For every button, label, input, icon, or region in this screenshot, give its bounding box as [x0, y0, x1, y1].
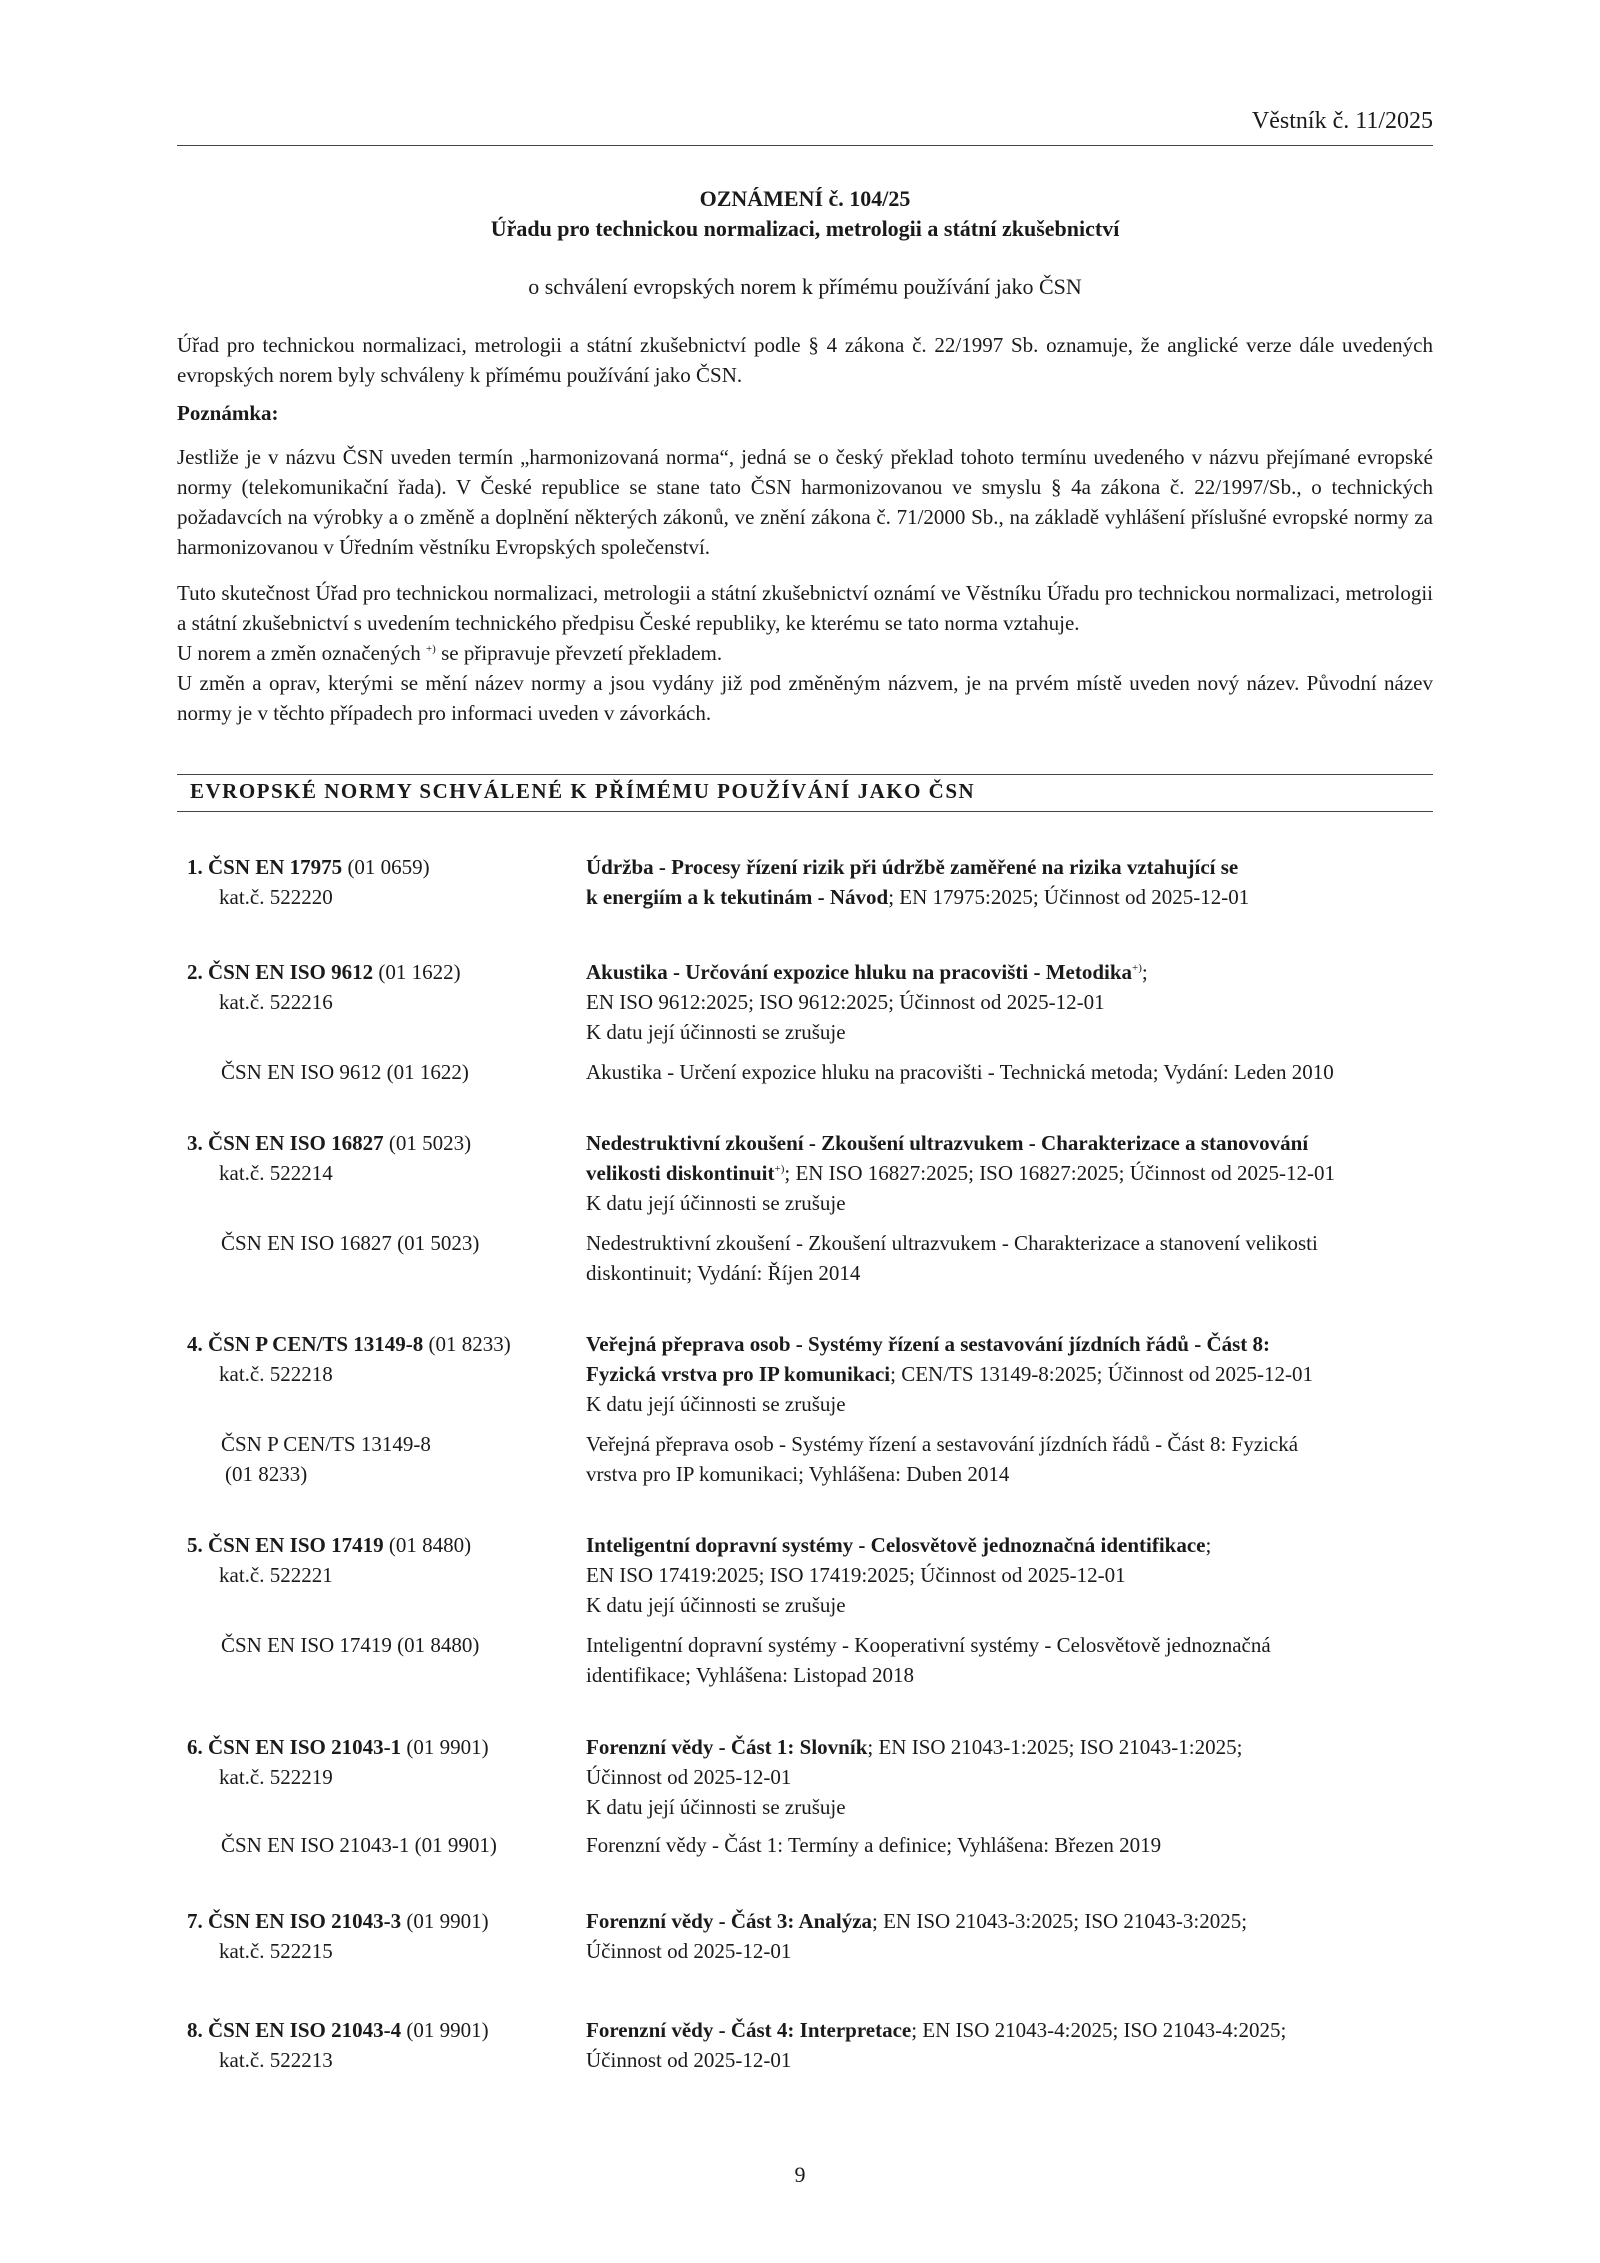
entry-effective-date: Účinnost od 2025-12-01 — [586, 1765, 792, 1789]
norm-entry-6 — [177, 1732, 1433, 1862]
replaced-norm-code-line-2: (01 8233) — [225, 1462, 308, 1486]
translation-mark: +) — [1132, 962, 1142, 974]
norm-entry-1 — [177, 852, 1433, 912]
entry-class: (01 5023) — [388, 1131, 472, 1155]
paragraph-renamed-norms: U změn a oprav, kterými se mění název normy a jsou vydány již pod změněným názvem, je na prvém místě uveden nový název. Původní název normy je v těchto případech pro informaci uveden v závorkách. — [177, 671, 1433, 725]
entry-cancel-note: K datu její účinnosti se zrušuje — [586, 1020, 846, 1044]
entry-cancel-note: K datu její účinnosti se zrušuje — [586, 1593, 846, 1617]
para3-after: se připravuje převzetí překladem. — [441, 641, 723, 665]
announcement-number: OZNÁMENÍ č. 104/25 — [699, 186, 911, 211]
entry-index: 6. — [187, 1735, 203, 1759]
section-title: EVROPSKÉ NORMY SCHVÁLENÉ K PŘÍMÉMU POUŽÍVÁNÍ JAKO ČSN — [190, 779, 976, 803]
entry-details: ; EN ISO 16827:2025; ISO 16827:2025; Účinnost od 2025-12-01 — [784, 1161, 1336, 1185]
translation-mark: +) — [774, 1163, 785, 1175]
replaced-norm-title-line-2: vrstva pro IP komunikaci; Vyhlášena: Duben 2014 — [586, 1462, 1010, 1486]
entry-catalog-number: kat.č. 522215 — [219, 1939, 333, 1963]
note-label: Poznámka: — [177, 401, 279, 425]
entry-effective-date: Účinnost od 2025-12-01 — [586, 1939, 792, 1963]
entry-code: ČSN EN ISO 16827 — [208, 1131, 384, 1155]
bulletin-header: Věstník č. 11/2025 — [177, 108, 1433, 146]
entry-catalog-number: kat.č. 522218 — [219, 1362, 333, 1386]
replaced-norm-title: Forenzní vědy - Část 1: Termíny a definice; Vyhlášena: Březen 2019 — [586, 1833, 1162, 1857]
replaced-norm-title-line-1: Inteligentní dopravní systémy - Kooperativní systémy - Celosvětově jednoznačná — [586, 1633, 1271, 1657]
entry-title: Forenzní vědy - Část 1: Slovník — [586, 1735, 868, 1759]
replaced-norm-code: ČSN EN ISO 16827 (01 5023) — [221, 1231, 480, 1255]
entry-effective-date: Účinnost od 2025-12-01 — [586, 2048, 792, 2072]
translation-mark: +) — [425, 643, 436, 655]
entry-punct: ; — [1205, 1533, 1212, 1557]
entry-index: 3. — [187, 1131, 203, 1155]
entry-title-line-1: Nedestruktivní zkoušení - Zkoušení ultrazvukem - Charakterizace a stanovování — [586, 1131, 1309, 1155]
entry-details: ; EN ISO 21043-4:2025; ISO 21043-4:2025; — [911, 2018, 1287, 2042]
intro-paragraph: Úřad pro technickou normalizaci, metrologii a státní zkušebnictví podle § 4 zákona č. 22/1997 Sb. oznamuje, že anglické verze dále uvedených evropských norem byly schváleny k přímému používání jako ČSN. — [177, 333, 1433, 387]
entry-index: 8. — [187, 2018, 203, 2042]
entry-details: EN ISO 17419:2025; ISO 17419:2025; Účinnost od 2025-12-01 — [586, 1563, 1126, 1587]
entry-class: (01 9901) — [406, 1909, 489, 1933]
replaced-norm-title: Akustika - Určení expozice hluku na pracovišti - Technická metoda; Vydání: Leden 2010 — [586, 1060, 1334, 1084]
entry-details: EN ISO 9612:2025; ISO 9612:2025; Účinnost od 2025-12-01 — [586, 990, 1105, 1014]
replaced-norm-title-line-1: Veřejná přeprava osob - Systémy řízení a sestavování jízdních řádů - Část 8: Fyzická — [586, 1432, 1299, 1456]
entry-punct: ; — [1141, 960, 1148, 984]
entry-code: ČSN EN ISO 21043-4 — [208, 2018, 402, 2042]
entry-title: Forenzní vědy - Část 4: Interpretace — [586, 2018, 912, 2042]
norm-entry-5 — [177, 1530, 1433, 1690]
entry-code: ČSN EN ISO 21043-3 — [208, 1909, 402, 1933]
entry-title: Inteligentní dopravní systémy - Celosvětově jednoznačná identifikace — [586, 1533, 1206, 1557]
entry-cancel-note: K datu její účinnosti se zrušuje — [586, 1191, 846, 1215]
norm-entry-2 — [177, 957, 1433, 1087]
entry-class: (01 0659) — [347, 855, 430, 879]
entry-details: ; CEN/TS 13149-8:2025; Účinnost od 2025-12-01 — [890, 1362, 1314, 1386]
entry-details: ; EN 17975:2025; Účinnost od 2025-12-01 — [888, 885, 1250, 909]
norm-entry-3 — [177, 1128, 1433, 1288]
replaced-norm-code: ČSN EN ISO 21043-1 (01 9901) — [221, 1833, 497, 1857]
paragraph-bulletin-notice: Tuto skutečnost Úřad pro technickou normalizaci, metrologii a státní zkušebnictví oznámí ve Věstníku Úřadu pro technickou normalizaci, metrologii a státní zkušebnictví s uvedením technického předpisu České republiky, ke kterému se tato norma vztahuje. — [177, 581, 1433, 635]
entry-code: ČSN P CEN/TS 13149-8 — [208, 1332, 424, 1356]
entry-catalog-number: kat.č. 522221 — [219, 1563, 333, 1587]
entry-title-line-2: k energiím a k tekutinám - Návod — [586, 885, 889, 909]
norm-entry-4 — [177, 1329, 1433, 1489]
announcement-subject: o schválení evropských norem k přímému používání jako ČSN — [528, 274, 1082, 299]
entry-class: (01 9901) — [406, 1735, 489, 1759]
paragraph-translation-mark — [177, 638, 1433, 668]
entry-details: ; EN ISO 21043-1:2025; ISO 21043-1:2025; — [867, 1735, 1243, 1759]
entry-cancel-note: K datu její účinnosti se zrušuje — [586, 1392, 846, 1416]
announcement-office: Úřadu pro technickou normalizaci, metrologii a státní zkušebnictví — [490, 216, 1120, 241]
norm-entry-8 — [177, 2015, 1433, 2075]
entry-index: 1. — [187, 855, 203, 879]
entry-class: (01 8480) — [388, 1533, 472, 1557]
entry-code: ČSN EN 17975 — [208, 855, 343, 879]
norm-entry-7 — [177, 1906, 1433, 1966]
entry-index: 2. — [187, 960, 203, 984]
replaced-norm-code: ČSN EN ISO 17419 (01 8480) — [221, 1633, 480, 1657]
replaced-norm-code: ČSN EN ISO 9612 (01 1622) — [221, 1060, 469, 1084]
entry-title-line-1: Údržba - Procesy řízení rizik při údržbě zaměřené na rizika vztahující se — [586, 855, 1239, 879]
page-number: 9 — [794, 2162, 806, 2187]
entry-catalog-number: kat.č. 522213 — [219, 2048, 333, 2072]
entry-code: ČSN EN ISO 17419 — [208, 1533, 384, 1557]
entry-title-line-2: velikosti diskontinuit — [586, 1161, 775, 1185]
entry-code: ČSN EN ISO 9612 — [208, 960, 374, 984]
intro-text — [177, 330, 1433, 728]
entry-title-line-1: Veřejná přeprava osob - Systémy řízení a sestavování jízdních řádů - Část 8: — [586, 1332, 1271, 1356]
entry-title: Akustika - Určování expozice hluku na pracovišti - Metodika — [586, 960, 1133, 984]
entry-catalog-number: kat.č. 522219 — [219, 1765, 333, 1789]
entry-code: ČSN EN ISO 21043-1 — [208, 1735, 402, 1759]
entry-cancel-note: K datu její účinnosti se zrušuje — [586, 1795, 846, 1819]
entry-index: 4. — [187, 1332, 203, 1356]
replaced-norm-code-line-1: ČSN P CEN/TS 13149-8 — [221, 1432, 431, 1456]
announcement-heading — [177, 184, 1433, 302]
entry-class: (01 9901) — [406, 2018, 489, 2042]
entry-title: Forenzní vědy - Část 3: Analýza — [586, 1909, 873, 1933]
entry-class: (01 8233) — [428, 1332, 511, 1356]
entry-catalog-number: kat.č. 522216 — [219, 990, 333, 1014]
replaced-norm-title-line-1: Nedestruktivní zkoušení - Zkoušení ultrazvukem - Charakterizace a stanovení velikosti — [586, 1231, 1318, 1255]
note-paragraph: Jestliže je v názvu ČSN uveden termín „harmonizovaná norma“, jedná se o český překlad tohoto termínu uvedeného v názvu přejímané evropské normy (telekomunikační řada). V České republice se stane tato ČSN harmonizovanou ve smyslu § 4a zákona č. 22/1997/Sb., o technických požadavcích na výrobky a o změně a doplnění některých zákonů, ve znění zákona č. 71/2000 Sb., na základě vyhlášení příslušné evropské normy za harmonizovanou v Úředním věstníku Evropských společenství. — [177, 445, 1433, 559]
entry-index: 7. — [187, 1909, 203, 1933]
section-heading — [177, 774, 1433, 812]
replaced-norm-title-line-2: diskontinuit; Vydání: Říjen 2014 — [586, 1261, 861, 1285]
entry-catalog-number: kat.č. 522214 — [219, 1161, 333, 1185]
entry-index: 5. — [187, 1533, 203, 1557]
entry-details: ; EN ISO 21043-3:2025; ISO 21043-3:2025; — [872, 1909, 1248, 1933]
entry-catalog-number: kat.č. 522220 — [219, 885, 333, 909]
entry-class: (01 1622) — [378, 960, 461, 984]
para3-before: U norem a změn označených — [177, 641, 421, 665]
entry-title-line-2: Fyzická vrstva pro IP komunikaci — [586, 1362, 891, 1386]
replaced-norm-title-line-2: identifikace; Vyhlášena: Listopad 2018 — [586, 1663, 914, 1687]
